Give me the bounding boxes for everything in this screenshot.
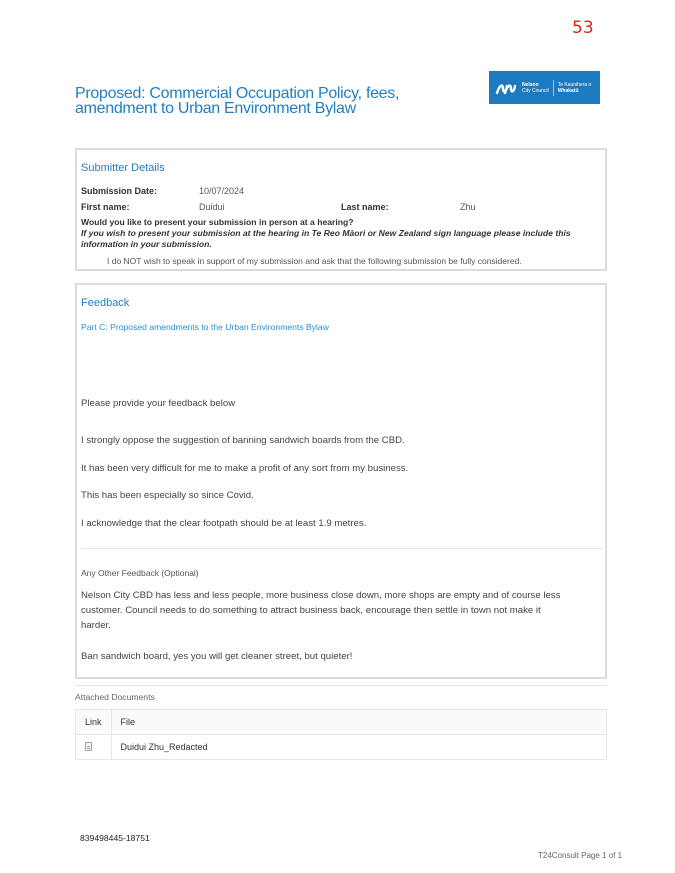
last-name-value: Zhu	[460, 202, 476, 212]
column-header-file: File	[111, 710, 606, 735]
other-feedback-paragraph: Nelson City CBD has less and less people, more business close down, more shops are empty and of course less customer. Council needs to do something to attract business back, encourage then settle in town not make it harder.	[81, 590, 561, 631]
document-id: 839498445-18751	[80, 833, 150, 843]
hearing-answer: I do NOT wish to speak in support of my submission and ask that the following submission be fully considered.	[107, 256, 522, 266]
attached-documents-label: Attached Documents	[75, 692, 155, 702]
table-row	[76, 735, 607, 760]
document-title: Proposed: Commercial Occupation Policy, fees, amendment to Urban Environment Bylaw	[75, 85, 400, 117]
file-icon[interactable]	[85, 742, 92, 751]
hearing-question: Would you like to present your submission in person at a hearing?	[81, 217, 354, 227]
attachments-table	[75, 709, 607, 760]
feedback-prompt: Please provide your feedback below	[81, 398, 236, 409]
first-name-label: First name:	[81, 202, 130, 212]
logo-maori-line1: Te Kaunihera o	[557, 81, 592, 88]
feedback-paragraph: This has been especially so since Covid.	[81, 490, 254, 501]
other-feedback-paragraph: Ban sandwich board, yes you will get cleaner street, but quieter!	[81, 651, 353, 662]
logo-council-line1: Nelson	[522, 81, 539, 88]
logo-maori-line2: Whakatū	[557, 87, 579, 94]
attachment-file-name: Duidui Zhu_Redacted	[111, 735, 606, 760]
feedback-divider	[81, 548, 603, 549]
submitter-heading: Submitter Details	[81, 162, 165, 174]
attachments-header-row	[76, 710, 607, 735]
feedback-part-label: Part C: Proposed amendments to the Urban Environments Bylaw	[81, 322, 329, 332]
feedback-paragraph: I strongly oppose the suggestion of banning sandwich boards from the CBD.	[81, 435, 405, 446]
submission-date-value: 10/07/2024	[199, 186, 245, 196]
feedback-panel	[75, 283, 607, 679]
attachments-divider	[75, 685, 607, 686]
submission-date-label: Submission Date:	[81, 186, 158, 196]
nelson-waves-logo-icon	[494, 78, 518, 98]
feedback-paragraph: I acknowledge that the clear footpath should be at least 1.9 metres.	[81, 518, 367, 529]
logo-council-line2: City Council	[522, 87, 549, 94]
logo-maori-name	[558, 82, 592, 94]
first-name-value: Duidui	[199, 202, 225, 212]
last-name-label: Last name:	[341, 202, 389, 212]
column-header-link: Link	[76, 710, 112, 735]
attachment-link-cell[interactable]	[76, 735, 112, 760]
feedback-paragraph: It has been very difficult for me to make a profit of any sort from my business.	[81, 463, 409, 474]
page-number: 53	[572, 18, 594, 38]
other-feedback-label: Any Other Feedback (Optional)	[81, 568, 199, 578]
footer-page-info: T24Consult Page 1 of 1	[538, 851, 623, 860]
council-logo	[489, 71, 600, 104]
language-note: If you wish to present your submission at the hearing in Te Reo Māori or New Zealand sign language please include this information in your submission.	[81, 228, 571, 249]
logo-divider	[553, 80, 554, 96]
logo-council-name	[522, 82, 549, 94]
feedback-heading: Feedback	[81, 297, 130, 309]
submitter-details-panel	[75, 148, 607, 271]
